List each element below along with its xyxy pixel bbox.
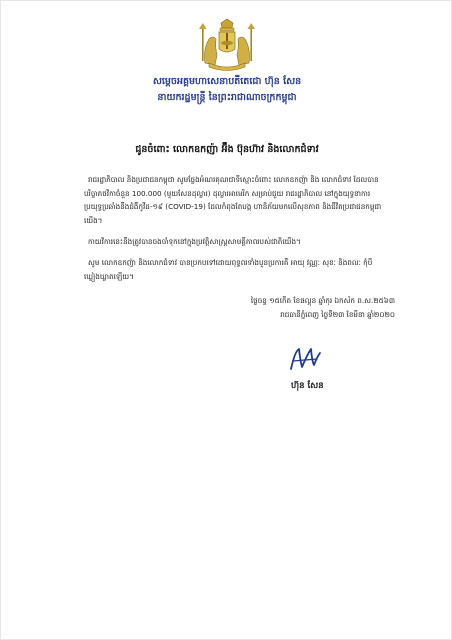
- salutation: ជូនចំពោះ លោកឧកញ៉ា អ៊ឹង ប៊ុនហ៊ាវ និងលោកជំទាវ: [135, 144, 319, 155]
- body-paragraph-history: កាយវិការនេះនឹងត្រូវបានចងចាំទុកនៅក្នុងប្រវត្តិសាស្ត្រសាមគ្គីភាពរបស់ជាតិយើង។: [88, 237, 301, 246]
- prime-minister-position: នាយករដ្ឋមន្ត្រី នៃព្រះរាជាណាចក្រកម្ពុជា: [157, 92, 297, 103]
- handwritten-signature: [287, 345, 323, 373]
- body-paragraph-blessing: សូម លោកឧកញ៉ា និងលោកជំទាវ បានប្រកបទៅដោយពុទ្ធពរទាំងបួនប្រការគឺ អាយុ វណ្ណៈ សុខៈ និងពលៈ កុំបីឃ្លៀងឃ្លាតឡើយ។: [84, 258, 373, 281]
- prime-minister-title: សម្តេចអគ្គមហាសេនាបតីតេជោ ហ៊ុន សែន: [152, 76, 302, 87]
- lunar-date: ថ្ងៃចន្ទ ១៥កើត ខែផល្គុន ឆ្នាំកុរ ឯកស័ក ព.ស.២៥៦៣: [250, 296, 395, 305]
- body-paragraph-gratitude: រាជរដ្ឋាភិបាល និងប្រជាជនកម្ពុជា សូមថ្លែងអំណរគុណជាទីស្មោះចំពោះ លោកឧកញ៉ា និង លោកជំទាវ ដែលបានបរិច្ចាគថវិកាចំនួន 100.000 (មួយសែនដុល្លារ) ដុល្លារអាមេរិក សម្រាប់ជួយ រាជរដ្ឋាភិបាល នៅក្នុងយុទ្ធនាការប្រយុទ្ធប្រឆាំងនឹងជំងឺកូវីដ-១៩ (COVID-19) ដែលកំពុងតែបង្ក ហានិភ័យមកលើសុខភាព និងជីវិតប្រជាជនកម្ពុជាយើង។: [84, 175, 382, 225]
- royal-coat-of-arms-emblem: [199, 19, 255, 71]
- solar-date-place: រាជធានីភ្នំពេញ ថ្ងៃទី២៣ ខែមីនា ឆ្នាំ២០២០: [280, 310, 395, 319]
- signatory-name: ហ៊ុន សែន: [291, 381, 324, 391]
